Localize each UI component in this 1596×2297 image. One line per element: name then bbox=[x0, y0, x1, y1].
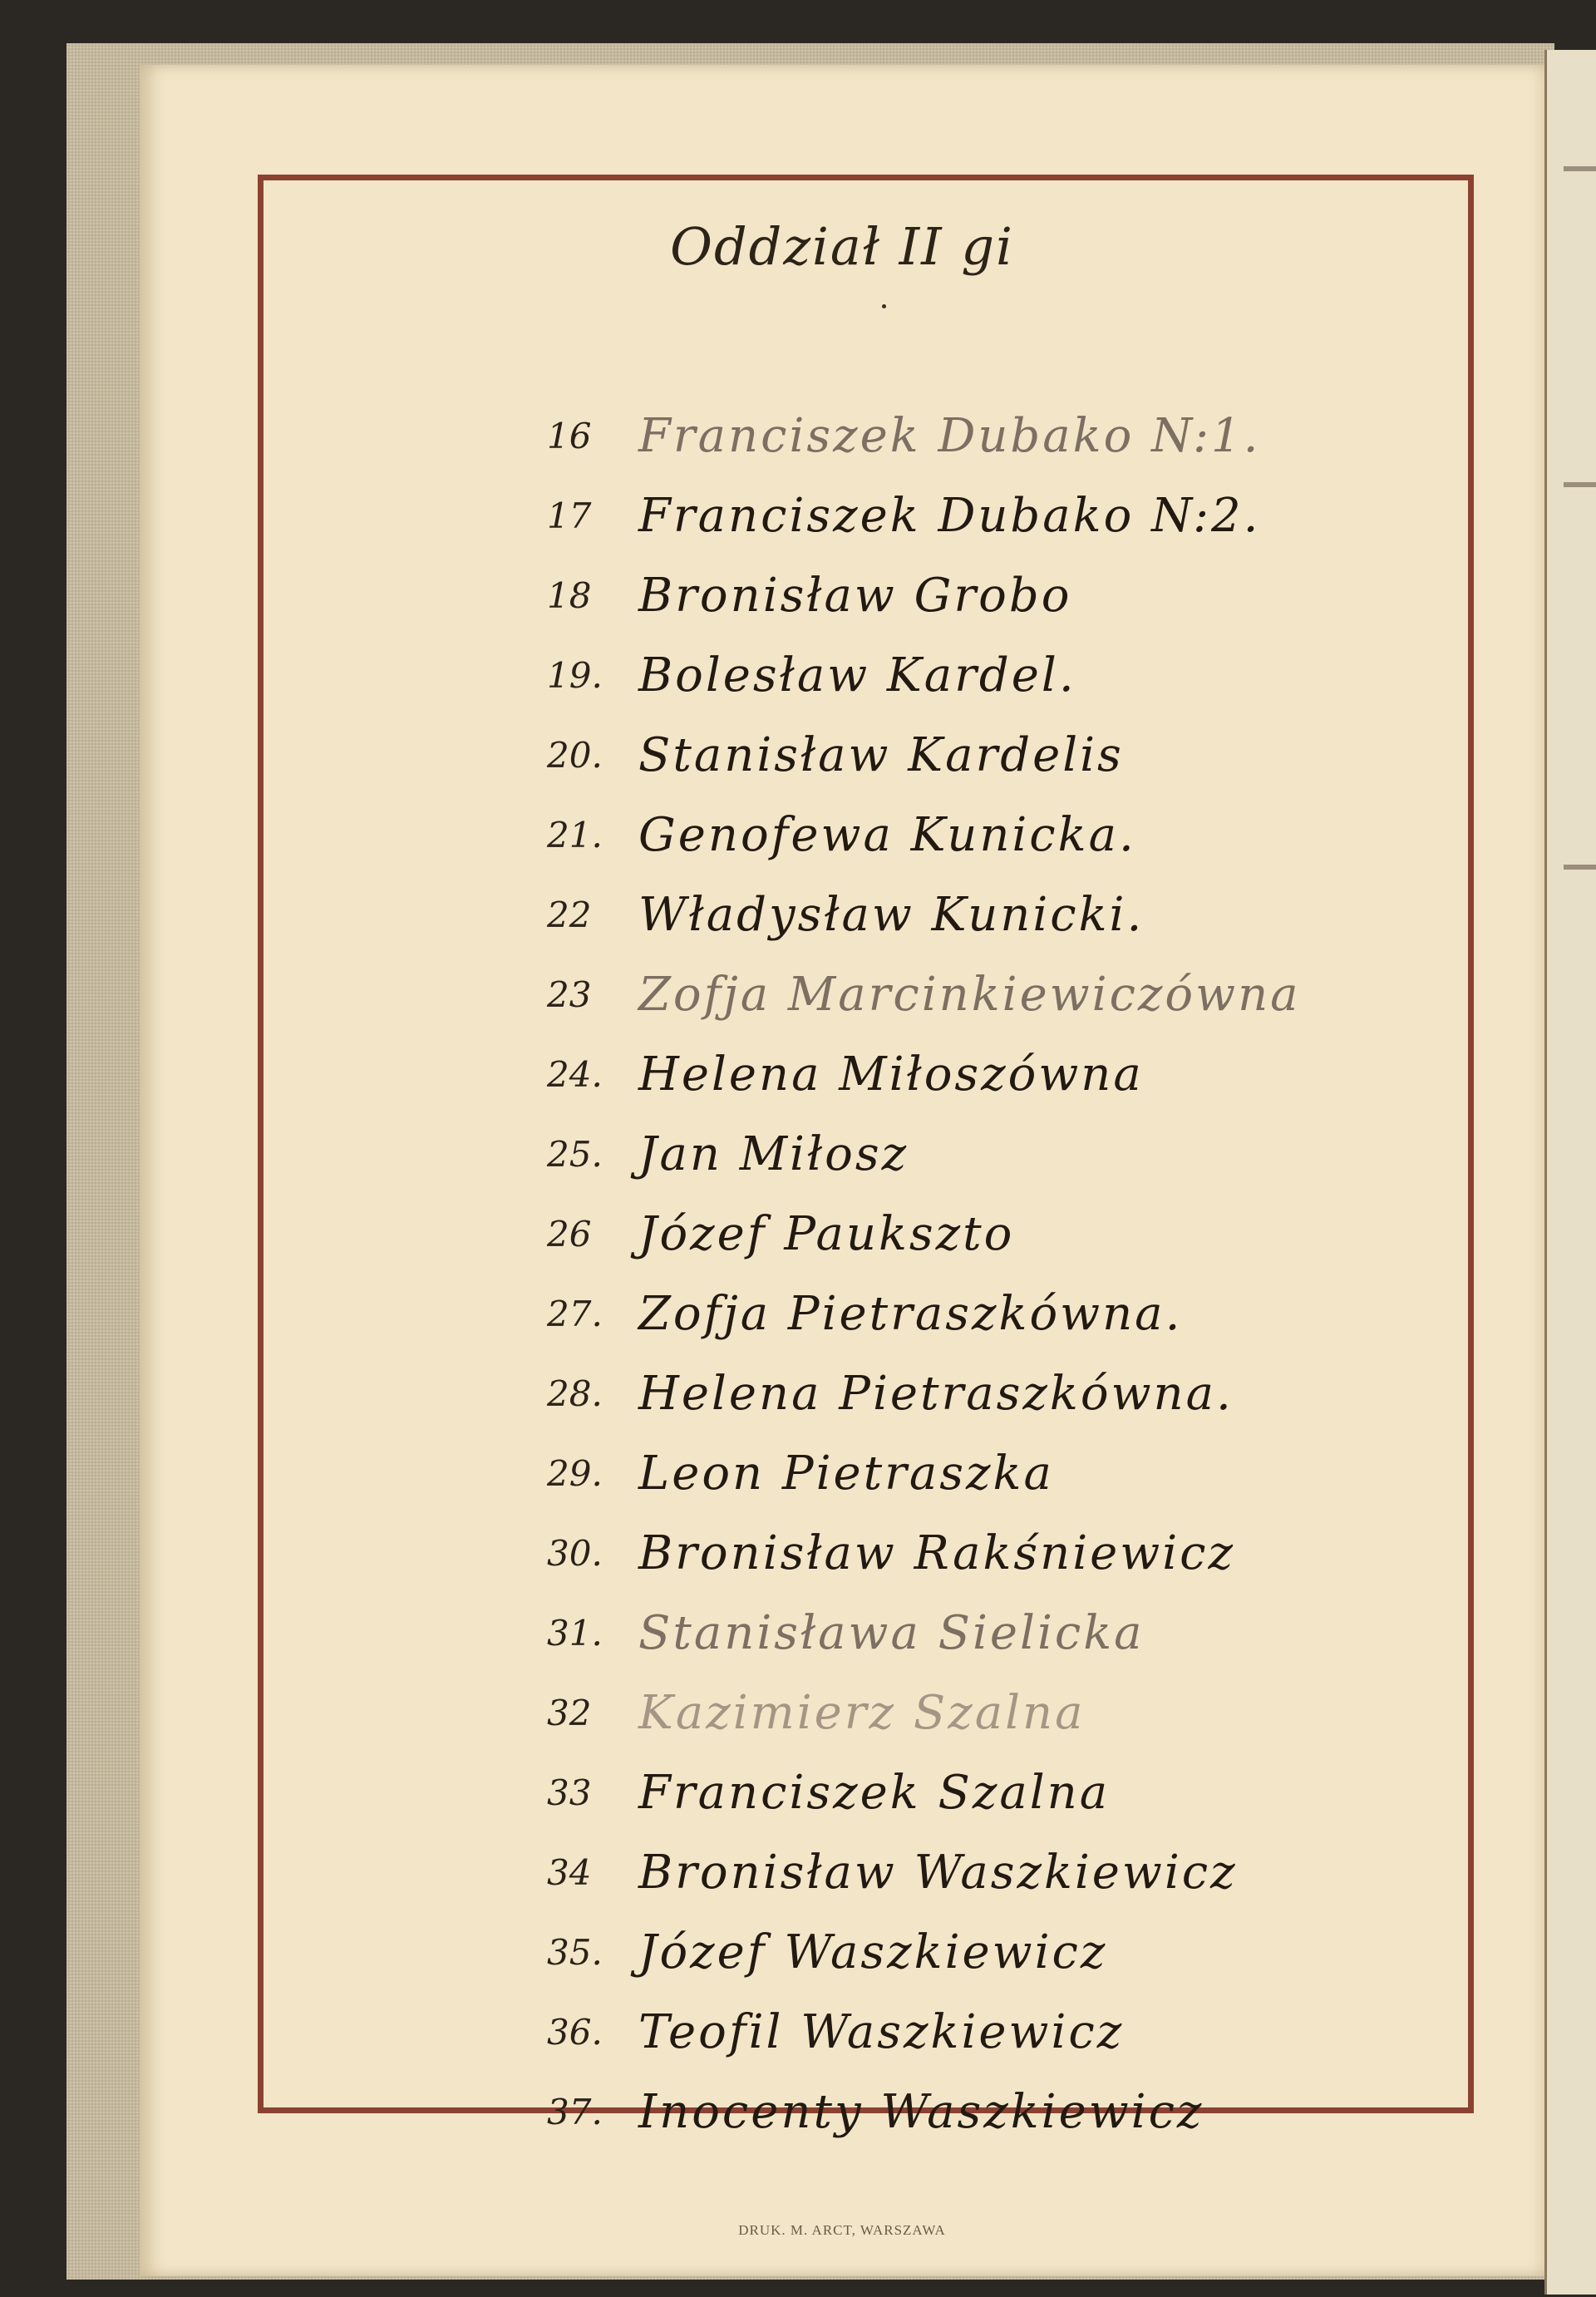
entry-name: Franciszek Dubako N:2. bbox=[638, 488, 1261, 543]
list-item bbox=[547, 1673, 1596, 1752]
entry-number: 29. bbox=[547, 1452, 603, 1494]
list-item bbox=[547, 1194, 1596, 1274]
entry-number: 23 bbox=[547, 974, 592, 1015]
entry-number: 25. bbox=[547, 1133, 603, 1175]
entry-name: Inocenty Waszkiewicz bbox=[638, 2084, 1204, 2139]
entry-number: 31. bbox=[547, 1612, 603, 1654]
entry-name: Teofil Waszkiewicz bbox=[638, 2004, 1125, 2059]
entry-number: 37. bbox=[547, 2091, 603, 2132]
entry-number: 34 bbox=[547, 1851, 592, 1893]
entry-name: Franciszek Szalna bbox=[638, 1765, 1111, 1820]
list-item bbox=[547, 1353, 1596, 1433]
list-item bbox=[547, 396, 1596, 476]
entry-number: 18 bbox=[547, 574, 592, 616]
entry-number: 16 bbox=[547, 415, 592, 456]
entry-number: 30. bbox=[547, 1532, 603, 1574]
entry-name: Helena Pietraszkówna. bbox=[638, 1366, 1234, 1421]
list-item bbox=[547, 476, 1596, 555]
list-item bbox=[547, 954, 1596, 1034]
entry-number: 21. bbox=[547, 814, 603, 855]
list-item bbox=[547, 555, 1596, 635]
list-item bbox=[547, 1114, 1596, 1194]
entry-number: 17 bbox=[547, 495, 592, 536]
entry-number: 27. bbox=[547, 1293, 603, 1334]
list-item bbox=[547, 1433, 1596, 1513]
list-item bbox=[547, 795, 1596, 875]
ornament-mark bbox=[1564, 166, 1596, 171]
entry-name: Franciszek Dubako N:1. bbox=[638, 408, 1261, 463]
list-item bbox=[547, 1034, 1596, 1114]
entry-number: 26 bbox=[547, 1213, 592, 1254]
entry-name: Bronisław Waszkiewicz bbox=[638, 1845, 1238, 1900]
register-page bbox=[140, 65, 1544, 2276]
printer-imprint: DRUK. M. ARCT, WARSZAWA bbox=[738, 2222, 946, 2238]
entry-number: 33 bbox=[547, 1772, 592, 1813]
entry-name: Zofja Marcinkiewiczówna bbox=[638, 967, 1301, 1022]
entry-number: 20. bbox=[547, 734, 603, 776]
entry-name: Jan Miłosz bbox=[638, 1126, 909, 1181]
list-item bbox=[547, 1513, 1596, 1593]
entry-name: Józef Paukszto bbox=[638, 1206, 1015, 1261]
entry-number: 24. bbox=[547, 1053, 603, 1095]
entry-number: 22 bbox=[547, 894, 592, 935]
entry-number: 36. bbox=[547, 2011, 603, 2053]
ink-dot bbox=[882, 304, 886, 308]
list-item bbox=[547, 1593, 1596, 1673]
list-item bbox=[547, 635, 1596, 715]
entry-name: Władysław Kunicki. bbox=[638, 887, 1145, 942]
list-item bbox=[547, 875, 1596, 954]
entry-name: Leon Pietraszka bbox=[638, 1446, 1054, 1501]
entry-name: Bronisław Rakśniewicz bbox=[638, 1526, 1235, 1580]
entry-number: 28. bbox=[547, 1373, 603, 1414]
entry-name: Genofewa Kunicka. bbox=[638, 807, 1136, 862]
entry-number: 32 bbox=[547, 1692, 592, 1733]
list-item bbox=[547, 1912, 1596, 1992]
list-item bbox=[547, 1274, 1596, 1353]
list-item bbox=[547, 2072, 1596, 2152]
entry-name: Stanisław Kardelis bbox=[638, 727, 1124, 782]
list-item bbox=[547, 1992, 1596, 2072]
entry-name: Bronisław Grobo bbox=[638, 568, 1072, 623]
list-item bbox=[547, 1832, 1596, 1912]
entry-number: 35. bbox=[547, 1931, 603, 1973]
entry-name: Zofja Pietraszkówna. bbox=[638, 1286, 1183, 1341]
list-item bbox=[547, 1752, 1596, 1832]
page-heading: Oddział II gi bbox=[670, 216, 1014, 277]
entry-name: Bolesław Kardel. bbox=[638, 648, 1076, 702]
entry-name: Helena Miłoszówna bbox=[638, 1047, 1144, 1102]
entry-name: Kazimierz Szalna bbox=[638, 1685, 1086, 1740]
entry-number: 19. bbox=[547, 654, 603, 696]
entry-name: Józef Waszkiewicz bbox=[638, 1925, 1108, 1979]
list-item bbox=[547, 715, 1596, 795]
name-list bbox=[547, 396, 1596, 2152]
entry-name: Stanisława Sielicka bbox=[638, 1605, 1145, 1660]
